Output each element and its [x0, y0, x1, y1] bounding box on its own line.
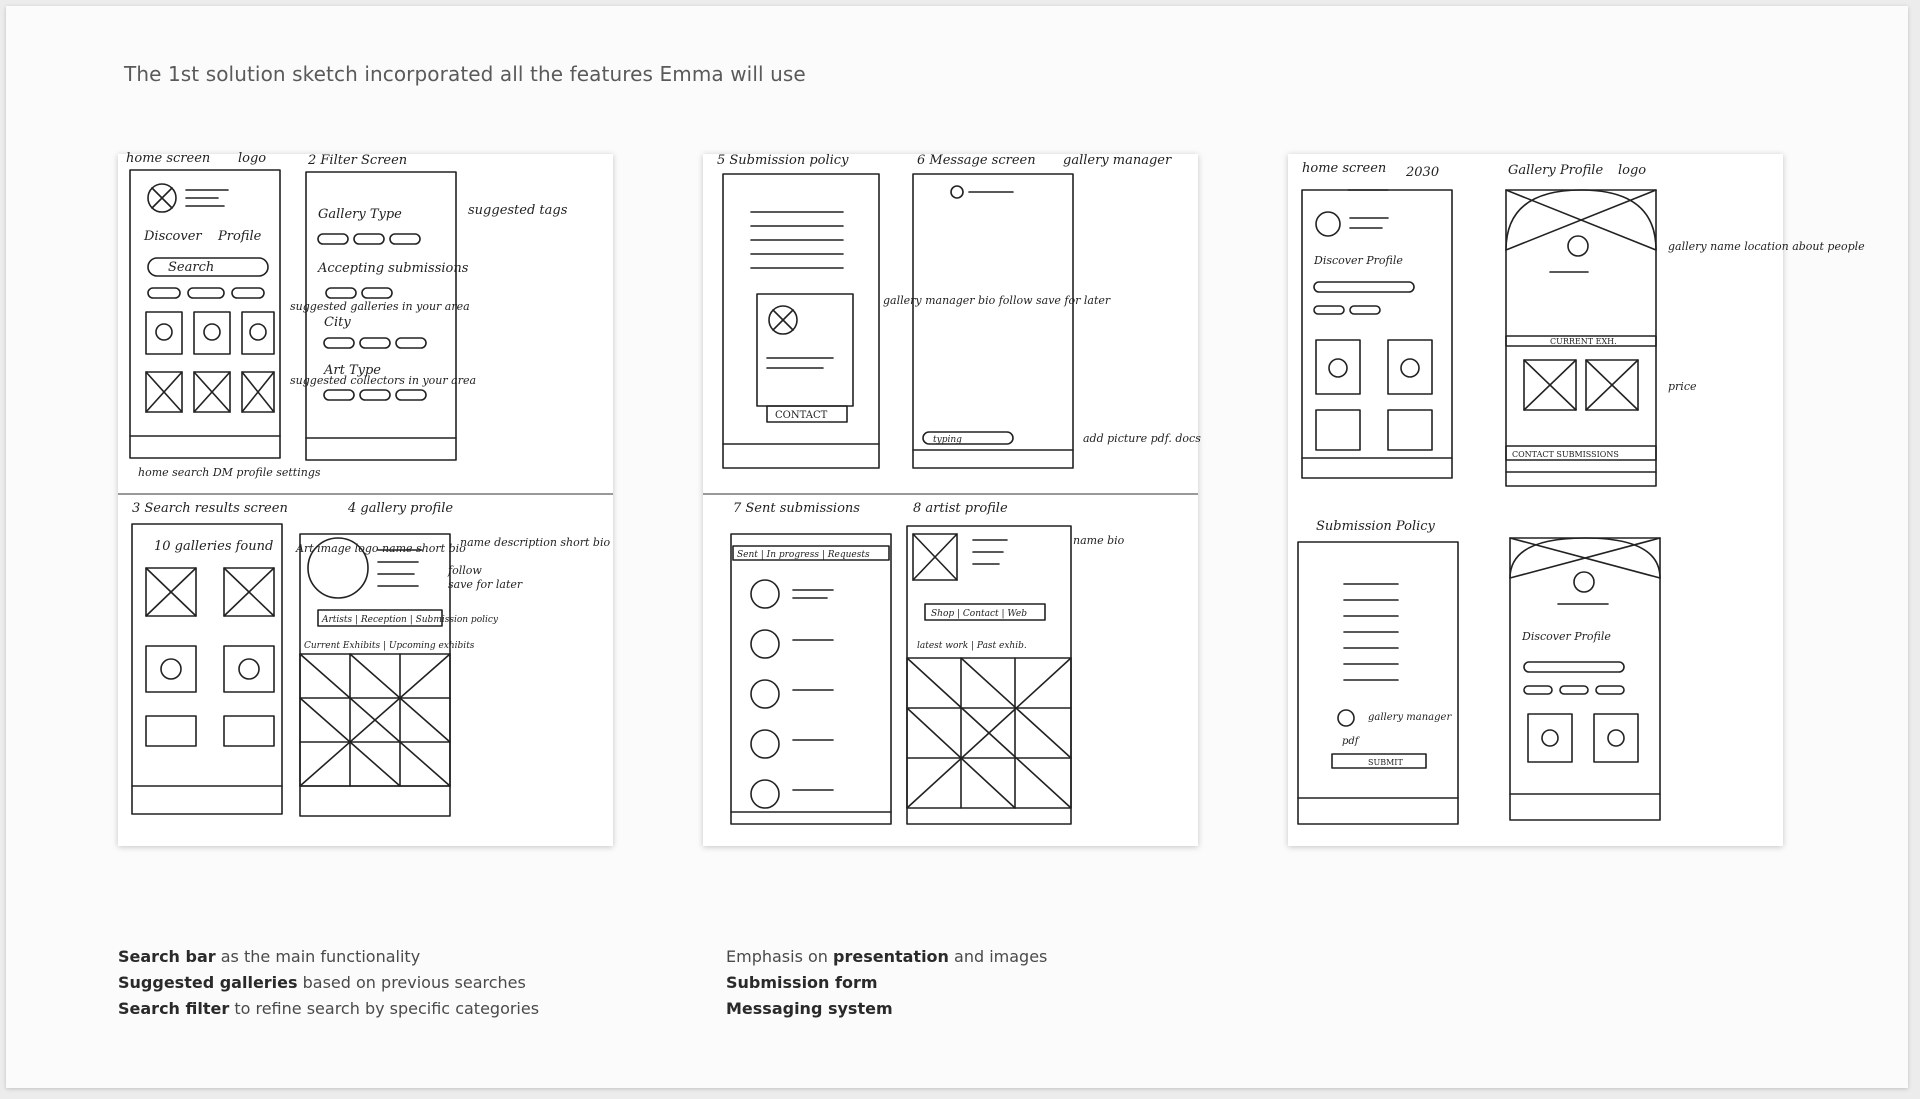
sketch-sheet-1 [118, 151, 613, 846]
sketch-label: Art image logo name short bio [296, 542, 466, 555]
note-line: Emphasis on presentation and images [726, 947, 1048, 966]
sketch-label: Gallery Profile [1508, 163, 1604, 178]
sketch-label: CONTACT [775, 410, 828, 421]
sketch-label: Profile [218, 229, 262, 244]
sketch-drawing-1 [118, 151, 613, 846]
note-line: Messaging system [726, 999, 893, 1018]
sketch-label: Gallery Type [318, 207, 402, 222]
sketch-label: gallery manager [1368, 712, 1452, 723]
sketch-drawing-3 [1288, 154, 1865, 846]
sketch-label: Current Exhibits | Upcoming exhibits [304, 641, 475, 651]
page-card [6, 6, 1908, 1088]
sketch-label: 6 Message screen [917, 153, 1036, 168]
sketch-label: 8 artist profile [913, 501, 1008, 516]
sketch-label: home screen [126, 151, 211, 166]
sketch-label: Accepting submissions [318, 261, 469, 276]
sketch-sheet-2 [703, 153, 1201, 846]
sketch-drawing-2 [703, 153, 1201, 846]
sketch-label: name description short bio [460, 536, 611, 549]
note-line: Search filter to refine search by specific categories [118, 999, 540, 1018]
sketch-label: latest work | Past exhib. [917, 641, 1027, 651]
sketch-label: home screen [1302, 161, 1387, 176]
note-line: Search bar as the main functionality [118, 947, 421, 966]
sketch-label: 7 Sent submissions [733, 501, 860, 516]
sketch-label: gallery name location about people [1668, 240, 1865, 253]
sketch-label: Discover Profile [1314, 254, 1403, 267]
sketch-label: suggested tags [468, 203, 568, 218]
notes-right [726, 944, 1047, 1022]
sketch-label: Search [168, 260, 215, 275]
sketch-label: suggested galleries in your area [290, 300, 470, 313]
sketch-label: home search DM profile settings [138, 466, 321, 479]
sketch-label: gallery manager [1063, 153, 1172, 168]
sketch-label: logo [238, 151, 267, 166]
sketch-label: 3 Search results screen [132, 501, 288, 516]
sketch-label: price [1668, 380, 1697, 393]
sketch-label: gallery manager bio follow save for later [883, 294, 1111, 307]
sketch-label: Discover Profile [1522, 630, 1611, 643]
sketch-label: Art Type [324, 363, 381, 378]
sketch-label: Submission Policy [1316, 519, 1435, 534]
sketch-label: suggested collectors in your area [290, 374, 477, 387]
sketch-label: Artists | Reception | Submission policy [322, 615, 498, 625]
sketch-label: 2 Filter Screen [308, 153, 408, 168]
sketch-label: 4 gallery profile [348, 501, 454, 516]
sketch-label: SUBMIT [1368, 758, 1403, 767]
sketch-sheet-3 [1288, 154, 1865, 846]
sketch-label: 5 Submission policy [717, 153, 849, 168]
sketch-label: logo [1618, 163, 1647, 178]
notes-left [118, 944, 539, 1022]
sketch-label: City [324, 315, 351, 330]
sketch-label: 10 galleries found [154, 539, 274, 554]
sketch-label: CONTACT SUBMISSIONS [1512, 450, 1619, 459]
sketch-label: CURRENT EXH. [1550, 337, 1617, 346]
sketch-label: Shop | Contact | Web [931, 609, 1027, 619]
sketch-label: Discover [144, 229, 202, 244]
page-heading: The 1st solution sketch incorporated all the features Emma will use [124, 62, 806, 86]
sketch-label: typing [933, 435, 962, 445]
sketch-label: Sent | In progress | Requests [737, 550, 870, 560]
sketch-label: save for later [448, 578, 523, 591]
sketch-label: 2030 [1406, 165, 1440, 180]
sketch-label: name bio [1073, 534, 1125, 547]
note-line: Submission form [726, 973, 878, 992]
note-line: Suggested galleries based on previous searches [118, 973, 526, 992]
sketch-label: pdf [1342, 736, 1359, 747]
sketch-label: follow [448, 564, 482, 577]
sketch-label: add picture pdf. docs [1083, 432, 1201, 445]
